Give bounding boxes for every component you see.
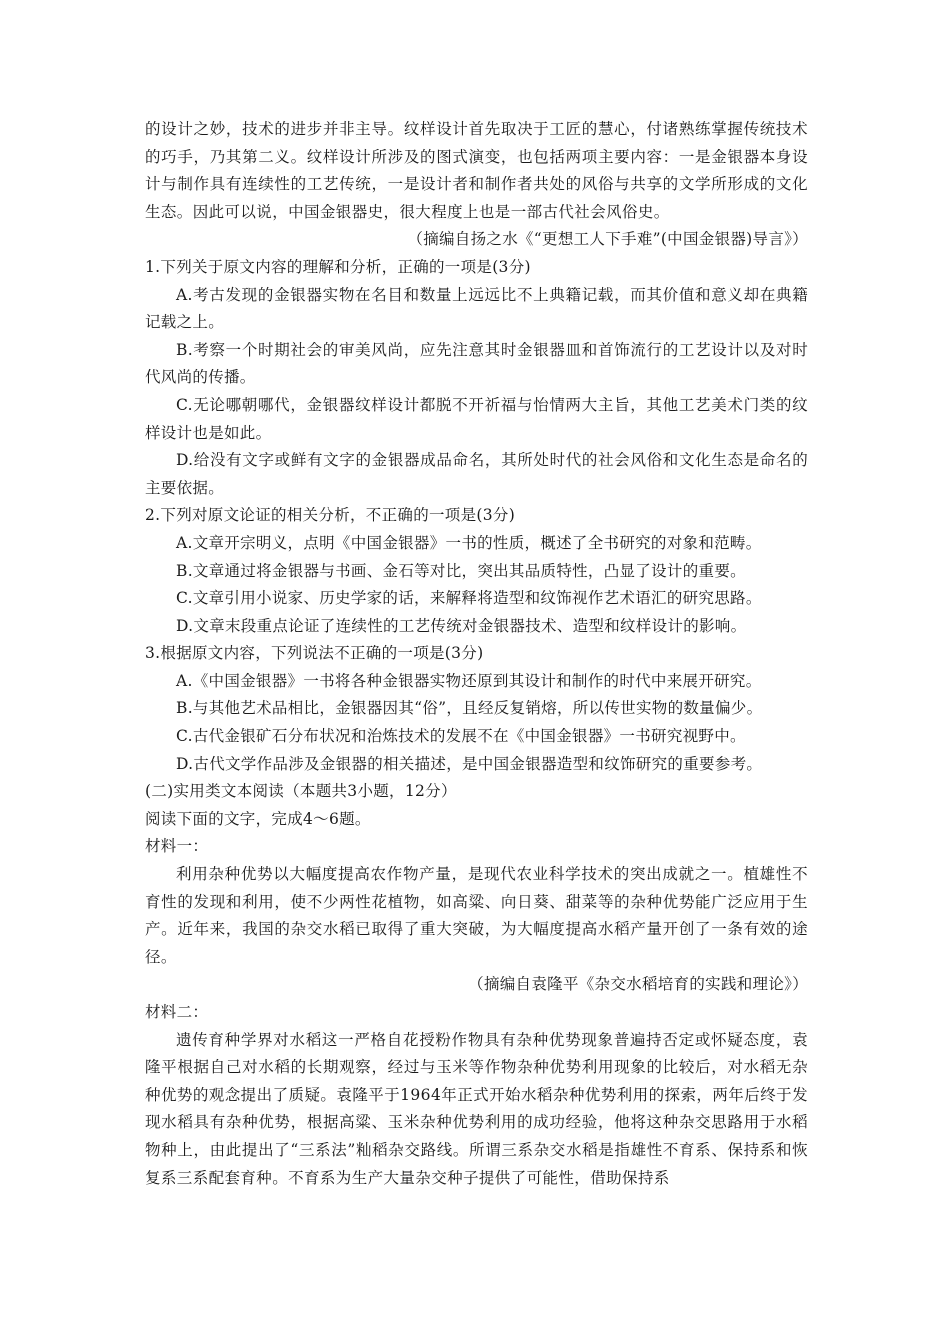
section-2-heading: (二)实用类文本阅读（本题共3小题，12分） [145, 782, 457, 801]
material-2-label: 材料二： [145, 1003, 209, 1021]
question-2-option-a: A.文章开宗明义，点明《中国金银器》一书的性质，概述了全书研究的对象和范畴。 [176, 533, 762, 552]
question-3-stem: 3.根据原文内容，下列说法不正确的一项是(3分) [145, 644, 484, 663]
question-2-option-c: C.文章引用小说家、历史学家的话，来解释将造型和纹饰视作艺术语汇的研究思路。 [176, 589, 762, 608]
source-citation-1: （摘编自扬之水《“更想工人下手难”(中国金银器)导言》） [407, 230, 808, 249]
material-1-label: 材料一： [145, 837, 209, 856]
question-3-option-b: B.与其他艺术品相比，金银器因其“俗”，且经反复销熔，所以传世实物的数量偏少。 [176, 699, 763, 718]
material-1-source: （摘编自袁隆平《杂交水稻培育的实践和理论》） [468, 975, 808, 994]
document-page [145, 116, 808, 1192]
question-1-option-c: C.无论哪朝哪代，金银器纹样设计都脱不开祈福与怡情两大主旨，其他工艺美术门类的纹样设计也是如此。 [145, 395, 808, 442]
question-2-option-b: B.文章通过将金银器与书画、金石等对比，突出其品质特性，凸显了设计的重要。 [176, 561, 746, 580]
material-1-text: 利用杂种优势以大幅度提高农作物产量，是现代农业科学技术的突出成就之一。植雄性不育性的发现和利用，使不少两性花植物，如高粱、向日葵、甜菜等的杂种优势能广泛应用于生产。近年来，我国的杂交水稻已取得了重大突破，为大幅度提高水稻产量开创了一条有效的途径。 [145, 865, 808, 966]
question-2-option-d: D.文章末段重点论证了连续性的工艺传统对金银器技术、造型和纹样设计的影响。 [176, 616, 747, 635]
question-1-option-b: B.考察一个时期社会的审美风尚，应先注意其时金银器皿和首饰流行的工艺设计以及对时代风尚的传播。 [145, 340, 808, 387]
question-2-stem: 2.下列对原文论证的相关分析，不正确的一项是(3分) [145, 506, 516, 525]
question-1-option-a: A.考古发现的金银器实物在名目和数量上远远比不上典籍记载，而其价值和意义却在典籍记载之上。 [145, 285, 808, 332]
intro-paragraph: 的设计之妙，技术的进步并非主导。纹样设计首先取决于工匠的慧心，付诸熟练掌握传统技术的巧手，乃其第二义。纹样设计所涉及的图式演变，也包括两项主要内容：一是金银器本身设计与制作具有连续性的工艺传统，一是设计者和制作者共处的风俗与共享的文学所形成的文化生态。因此可以说，中国金银器史，很大程度上也是一部古代社会风俗史。 [145, 120, 808, 221]
section-2-instruction: 阅读下面的文字，完成4～6题。 [145, 809, 371, 828]
question-3-option-c: C.古代金银矿石分布状况和治炼技术的发展不在《中国金银器》一书研究视野中。 [176, 727, 746, 746]
question-1-option-d: D.给没有文字或鲜有文字的金银器成品命名，其所处时代的社会风俗和文化生态是命名的主要依据。 [145, 451, 808, 497]
question-1-stem: 1.下列关于原文内容的理解和分析，正确的一项是(3分) [145, 257, 531, 276]
question-3-option-d: D.古代文学作品涉及金银器的相关描述，是中国金银器造型和纹饰研究的重要参考。 [176, 754, 763, 773]
material-2-text: 遗传育种学界对水稻这一严格自花授粉作物具有杂种优势现象普遍持否定或怀疑态度，袁隆平根据自己对水稻的长期观察，经过与玉米等作物杂种优势利用现象的比较后，对水稻无杂种优势的观念提出了质疑。袁隆平于1964年正式开始水稻杂种优势利用的探索，两年后终于发现水稻具有杂种优势，根据高粱、玉米杂种优势利用的成功经验，他将这种杂交思路用于水稻物种上，由此提出了“三系法”籼稻杂交路线。所谓三系杂交水稻是指雄性不育系、保持系和恢复系三系配套育种。不育系为生产大量杂交种子提供了可能性，借助保持系 [145, 1030, 808, 1187]
question-3-option-a: A.《中国金银器》一书将各种金银器实物还原到其设计和制作的时代中来展开研究。 [176, 671, 762, 690]
